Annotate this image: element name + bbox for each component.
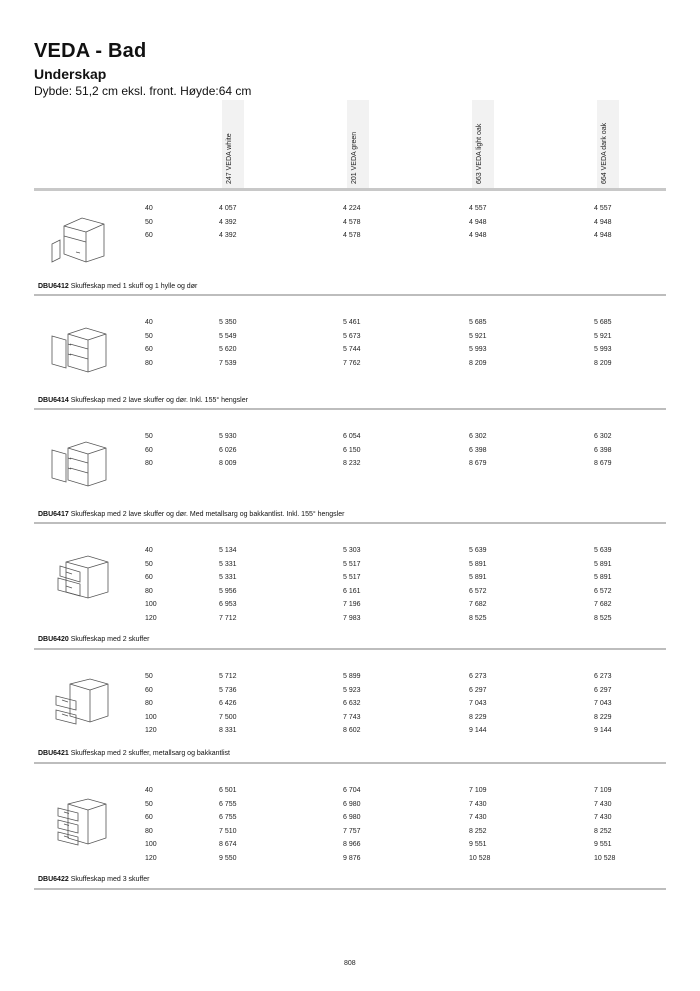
price-cell: 5 923 — [343, 686, 361, 694]
product-code: DBU6421 — [38, 750, 69, 757]
product-label — [38, 397, 248, 404]
price-cell: 7 043 — [594, 700, 612, 707]
price-cell: 5 891 — [469, 574, 487, 581]
price-cell: 5 639 — [594, 547, 612, 554]
size-cell: 80 — [145, 587, 153, 595]
price-cell: 10 528 — [594, 854, 616, 862]
table-row — [0, 205, 700, 218]
table-row — [0, 588, 700, 601]
product-label — [38, 636, 149, 643]
table-row — [0, 787, 700, 800]
price-cell: 7 712 — [219, 614, 237, 622]
dimensions-text: Dybde: 51,2 cm eksl. front. Høyde:64 cm — [34, 84, 252, 98]
price-cell: 5 517 — [343, 560, 361, 568]
price-cell: 8 679 — [594, 460, 612, 467]
price-cell: 5 685 — [469, 319, 487, 326]
price-cell: 5 303 — [343, 547, 361, 554]
price-cell: 4 392 — [219, 218, 237, 226]
price-cell: 5 921 — [594, 332, 612, 340]
price-cell: 6 026 — [219, 446, 237, 454]
price-cell: 4 948 — [469, 232, 487, 239]
page-number: 808 — [344, 960, 356, 967]
table-row — [0, 714, 700, 727]
price-cell: 7 109 — [594, 787, 612, 794]
price-cell: 4 948 — [594, 218, 612, 226]
table-row — [0, 460, 700, 473]
table-row — [0, 615, 700, 628]
price-cell: 6 980 — [343, 800, 361, 808]
price-cell: 8 229 — [594, 713, 612, 721]
table-row — [0, 333, 700, 346]
price-cell: 6 632 — [343, 700, 361, 707]
size-cell: 80 — [145, 460, 153, 467]
product-code: DBU6412 — [38, 283, 69, 290]
price-cell: 6 297 — [594, 686, 612, 694]
table-row — [0, 687, 700, 700]
table-row — [0, 219, 700, 232]
price-cell: 7 762 — [343, 359, 361, 367]
price-cell: 10 528 — [469, 854, 491, 862]
size-cell: 100 — [145, 601, 157, 608]
page-title: VEDA - Bad — [34, 40, 147, 62]
price-cell: 5 930 — [219, 433, 237, 440]
price-cell: 7 430 — [594, 814, 612, 821]
price-cell: 5 639 — [469, 547, 487, 554]
price-cell: 7 196 — [343, 601, 361, 608]
table-row — [0, 547, 700, 560]
page-subtitle: Underskap — [34, 66, 107, 82]
section-divider — [34, 522, 666, 524]
price-cell: 5 134 — [219, 547, 237, 554]
price-cell: 5 899 — [343, 673, 361, 680]
table-row — [0, 561, 700, 574]
price-cell: 5 891 — [594, 560, 612, 568]
table-row — [0, 828, 700, 841]
size-cell: 120 — [145, 727, 157, 734]
price-cell: 6 297 — [469, 686, 487, 694]
price-cell: 6 755 — [219, 814, 237, 821]
price-cell: 4 578 — [343, 218, 361, 226]
price-cell: 8 331 — [219, 727, 237, 734]
price-cell: 9 144 — [594, 727, 612, 734]
table-row — [0, 232, 700, 245]
product-description: Skuffeskap med 1 skuff og 1 hylle og dør — [70, 283, 198, 290]
price-cell: 7 109 — [469, 787, 487, 794]
section-divider — [34, 762, 666, 764]
price-cell: 6 755 — [219, 800, 237, 808]
price-cell: 5 891 — [594, 574, 612, 581]
price-cell: 8 252 — [594, 827, 612, 835]
price-cell: 6 302 — [594, 433, 612, 440]
size-cell: 50 — [145, 673, 153, 680]
section-divider — [34, 294, 666, 296]
size-cell: 100 — [145, 713, 157, 721]
price-cell: 9 550 — [219, 854, 237, 862]
size-cell: 60 — [145, 446, 153, 454]
price-cell: 6 501 — [219, 787, 237, 794]
price-cell: 6 150 — [343, 446, 361, 454]
table-row — [0, 360, 700, 373]
price-cell: 7 682 — [469, 601, 487, 608]
price-cell: 5 993 — [469, 346, 487, 353]
price-cell: 7 510 — [219, 827, 237, 835]
header-divider — [34, 188, 666, 191]
product-label — [38, 876, 149, 883]
size-cell: 40 — [145, 787, 153, 794]
price-cell: 5 461 — [343, 319, 361, 326]
size-cell: 100 — [145, 841, 157, 848]
price-cell: 6 426 — [219, 700, 237, 707]
price-cell: 7 430 — [594, 800, 612, 808]
product-label — [38, 283, 197, 290]
size-cell: 50 — [145, 332, 153, 340]
price-cell: 8 679 — [469, 460, 487, 467]
table-row — [0, 447, 700, 460]
section-divider — [34, 408, 666, 410]
price-cell: 7 539 — [219, 359, 237, 367]
price-cell: 5 956 — [219, 587, 237, 595]
column-header-light-oak: 663 VEDA light oak — [476, 123, 483, 184]
size-cell: 40 — [145, 547, 153, 554]
column-header-green: 201 VEDA green — [351, 131, 358, 184]
price-cell: 5 744 — [343, 346, 361, 353]
size-cell: 80 — [145, 700, 153, 707]
price-cell: 5 921 — [469, 332, 487, 340]
price-cell: 8 209 — [469, 359, 487, 367]
price-cell: 5 891 — [469, 560, 487, 568]
size-cell: 80 — [145, 827, 153, 835]
price-cell: 5 350 — [219, 319, 237, 326]
section-divider — [34, 888, 666, 890]
table-row — [0, 601, 700, 614]
table-row — [0, 346, 700, 359]
price-cell: 9 876 — [343, 854, 361, 862]
price-cell: 7 757 — [343, 827, 361, 835]
product-description: Skuffeskap med 2 skuffer — [70, 636, 150, 643]
price-cell: 6 161 — [343, 587, 361, 595]
price-cell: 5 685 — [594, 319, 612, 326]
price-cell: 5 620 — [219, 346, 237, 353]
column-header-white: 247 VEDA white — [226, 133, 233, 184]
price-cell: 5 517 — [343, 574, 361, 581]
table-row — [0, 574, 700, 587]
table-row — [0, 433, 700, 446]
table-row — [0, 673, 700, 686]
price-cell: 4 057 — [219, 205, 237, 212]
product-description: Skuffeskap med 2 lave skuffer og dør. Inkl. 155° hengsler — [70, 397, 248, 404]
size-cell: 50 — [145, 218, 153, 226]
price-cell: 6 572 — [469, 587, 487, 595]
price-cell: 8 525 — [594, 614, 612, 622]
product-label — [38, 750, 230, 757]
product-code: DBU6414 — [38, 397, 69, 404]
price-cell: 4 948 — [594, 232, 612, 239]
price-cell: 8 674 — [219, 841, 237, 848]
product-code: DBU6420 — [38, 636, 69, 643]
product-description: Skuffeskap med 2 skuffer, metallsarg og bakkantlist — [70, 750, 230, 757]
price-cell: 9 551 — [469, 841, 487, 848]
table-row — [0, 814, 700, 827]
size-cell: 60 — [145, 814, 153, 821]
price-cell: 4 224 — [343, 205, 361, 212]
size-cell: 50 — [145, 800, 153, 808]
price-cell: 6 572 — [594, 587, 612, 595]
price-cell: 8 252 — [469, 827, 487, 835]
price-cell: 9 144 — [469, 727, 487, 734]
size-cell: 40 — [145, 205, 153, 212]
size-cell: 80 — [145, 359, 153, 367]
price-cell: 6 398 — [594, 446, 612, 454]
price-cell: 5 673 — [343, 332, 361, 340]
price-cell: 5 331 — [219, 560, 237, 568]
price-cell: 5 331 — [219, 574, 237, 581]
price-cell: 6 054 — [343, 433, 361, 440]
price-cell: 8 209 — [594, 359, 612, 367]
price-cell: 7 983 — [343, 614, 361, 622]
price-cell: 6 273 — [469, 673, 487, 680]
size-cell: 120 — [145, 614, 157, 622]
price-cell: 8 229 — [469, 713, 487, 721]
section-divider — [34, 648, 666, 650]
price-cell: 7 043 — [469, 700, 487, 707]
size-cell: 120 — [145, 854, 157, 862]
price-cell: 5 712 — [219, 673, 237, 680]
size-cell: 50 — [145, 433, 153, 440]
price-cell: 8 525 — [469, 614, 487, 622]
product-label — [38, 511, 344, 518]
product-code: DBU6417 — [38, 511, 69, 518]
product-code: DBU6422 — [38, 876, 69, 883]
price-cell: 5 549 — [219, 332, 237, 340]
price-cell: 7 743 — [343, 713, 361, 721]
price-cell: 7 430 — [469, 814, 487, 821]
price-cell: 4 578 — [343, 232, 361, 239]
price-cell: 6 953 — [219, 601, 237, 608]
price-cell: 7 500 — [219, 713, 237, 721]
table-row — [0, 855, 700, 868]
product-description: Skuffeskap med 3 skuffer — [70, 876, 150, 883]
price-cell: 4 948 — [469, 218, 487, 226]
price-cell: 5 993 — [594, 346, 612, 353]
size-cell: 60 — [145, 346, 153, 353]
price-cell: 8 602 — [343, 727, 361, 734]
price-cell: 6 398 — [469, 446, 487, 454]
price-cell: 7 682 — [594, 601, 612, 608]
table-row — [0, 319, 700, 332]
size-cell: 50 — [145, 560, 153, 568]
price-cell: 7 430 — [469, 800, 487, 808]
price-cell: 9 551 — [594, 841, 612, 848]
table-row — [0, 727, 700, 740]
price-cell: 6 273 — [594, 673, 612, 680]
price-cell: 8 966 — [343, 841, 361, 848]
product-description: Skuffeskap med 2 lave skuffer og dør. Med metallsarg og bakkantlist. Inkl. 155° hengsler — [70, 511, 345, 518]
price-cell: 6 704 — [343, 787, 361, 794]
price-cell: 4 392 — [219, 232, 237, 239]
price-cell: 4 557 — [594, 205, 612, 212]
column-header-dark-oak: 664 VEDA dark oak — [601, 122, 608, 184]
size-cell: 60 — [145, 232, 153, 239]
size-cell: 60 — [145, 574, 153, 581]
table-row — [0, 700, 700, 713]
table-row — [0, 801, 700, 814]
size-cell: 60 — [145, 686, 153, 694]
price-cell: 8 232 — [343, 460, 361, 467]
table-row — [0, 841, 700, 854]
price-cell: 6 302 — [469, 433, 487, 440]
price-cell: 5 736 — [219, 686, 237, 694]
size-cell: 40 — [145, 319, 153, 326]
price-cell: 8 009 — [219, 460, 237, 467]
price-cell: 6 980 — [343, 814, 361, 821]
price-cell: 4 557 — [469, 205, 487, 212]
